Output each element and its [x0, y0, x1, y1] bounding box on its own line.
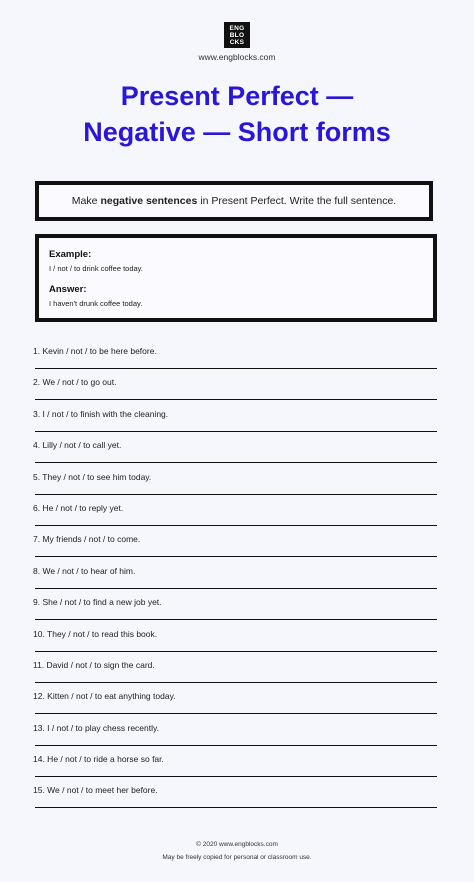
exercise-prompt: 13. I / not / to play chess recently.: [33, 722, 159, 733]
footer: [0, 838, 474, 864]
exercise-item: [33, 659, 437, 690]
exercise-item: [33, 376, 437, 407]
answer-line[interactable]: [35, 431, 437, 432]
answer-line[interactable]: [35, 807, 437, 808]
exercise-prompt: 8. We / not / to hear of him.: [33, 565, 136, 576]
exercise-prompt: 3. I / not / to finish with the cleaning.: [33, 408, 169, 419]
answer-line[interactable]: [35, 619, 437, 620]
exercise-item: [33, 533, 437, 564]
exercise-prompt: 2. We / not / to go out.: [33, 377, 117, 388]
exercise-item: [33, 439, 437, 470]
title-line-1: Present Perfect —: [120, 81, 354, 111]
exercise-item: [33, 471, 437, 502]
answer-line[interactable]: [35, 556, 437, 557]
exercise-list: [33, 345, 437, 816]
exercise-item: [33, 784, 437, 815]
exercise-prompt: 14. He / not / to ride a horse so far.: [33, 754, 164, 765]
exercise-item: [33, 753, 437, 784]
logo-line-1: ENG: [229, 24, 245, 32]
answer-line[interactable]: [35, 494, 437, 495]
exercise-item: [33, 565, 437, 596]
title-line-2: Negative — Short forms: [83, 117, 391, 147]
answer-line[interactable]: [35, 525, 437, 526]
example-text: I / not / to drink coffee today.: [49, 264, 143, 273]
exercise-prompt: 10. They / not / to read this book.: [33, 628, 158, 639]
instruction-after: in Present Perfect. Write the full sentence.: [200, 195, 397, 207]
answer-line[interactable]: [35, 368, 437, 369]
exercise-prompt: 6. He / not / to reply yet.: [33, 502, 124, 513]
exercise-item: [33, 596, 437, 627]
answer-label: Answer:: [49, 284, 87, 295]
answer-line[interactable]: [35, 713, 437, 714]
exercise-prompt: 9. She / not / to find a new job yet.: [33, 597, 162, 608]
answer-line[interactable]: [35, 745, 437, 746]
exercise-item: [33, 502, 437, 533]
exercise-item: [33, 628, 437, 659]
exercise-prompt: 5. They / not / to see him today.: [33, 471, 152, 482]
exercise-prompt: 11. David / not / to sign the card.: [33, 659, 155, 670]
answer-line[interactable]: [35, 462, 437, 463]
example-label: Example:: [49, 249, 92, 260]
answer-line[interactable]: [35, 651, 437, 652]
answer-line[interactable]: [35, 588, 437, 589]
instruction-emphasis: negative sentences: [100, 195, 198, 207]
exercise-prompt: 12. Kitten / not / to eat anything today.: [33, 691, 176, 702]
exercise-prompt: 1. Kevin / not / to be here before.: [33, 346, 157, 356]
logo-line-3: CKS: [229, 38, 245, 46]
answer-line[interactable]: [35, 776, 437, 777]
example-box: [35, 234, 437, 322]
site-url: www.engblocks.com: [198, 52, 276, 62]
exercise-prompt: 15. We / not / to meet her before.: [33, 785, 158, 796]
exercise-prompt: 7. My friends / not / to come.: [33, 534, 141, 545]
answer-line[interactable]: [35, 682, 437, 683]
instruction-before: Make: [71, 195, 98, 207]
engblocks-logo: [224, 22, 250, 48]
page-title: [0, 78, 474, 150]
footer-copyright: © 2020 www.engblocks.com: [196, 841, 278, 848]
exercise-prompt: 4. Lilly / not / to call yet.: [33, 440, 122, 451]
instruction-box: [35, 181, 433, 221]
footer-license: May be freely copied for personal or classroom use.: [162, 854, 312, 861]
exercise-item: [33, 345, 437, 376]
logo-line-2: BLO: [229, 31, 245, 39]
exercise-item: [33, 408, 437, 439]
exercise-item: [33, 690, 437, 721]
answer-text: I haven't drunk coffee today.: [49, 299, 143, 308]
exercise-item: [33, 722, 437, 753]
answer-line[interactable]: [35, 399, 437, 400]
